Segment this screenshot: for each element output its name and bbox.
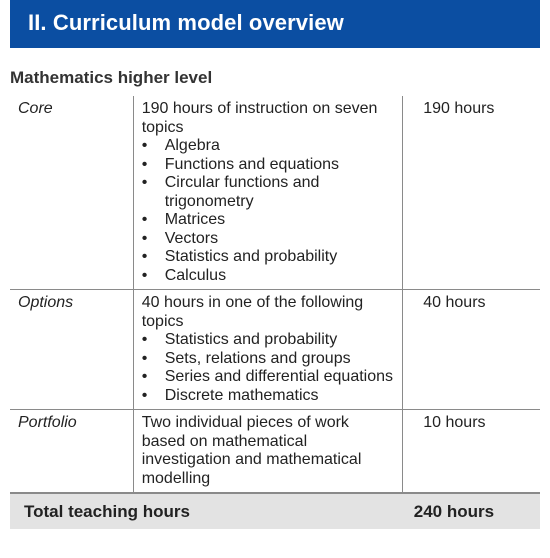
list-item: • Matrices: [141, 211, 226, 228]
component-description: [133, 290, 403, 410]
subject-title: Mathematics higher level: [10, 68, 213, 87]
bullet-icon: •: [141, 137, 148, 154]
section-title: II. Curriculum model overview: [28, 10, 344, 35]
bullet-icon: •: [141, 331, 148, 348]
list-item: • Statistics and probability: [141, 248, 338, 265]
bullet-icon: •: [141, 174, 148, 191]
total-label: Total teaching hours: [10, 493, 403, 529]
list-item: • Sets, relations and groups: [141, 349, 351, 367]
bullet-icon: •: [141, 368, 148, 385]
table-row-core: [10, 96, 540, 290]
total-hours: 240 hours: [403, 493, 540, 529]
topic-list: [142, 137, 395, 285]
curriculum-table: [10, 96, 540, 529]
component-label: Options: [10, 290, 133, 410]
topic-list: [142, 331, 395, 405]
table-row-options: [10, 290, 540, 410]
table-row-total: [10, 493, 540, 529]
hours-value: 190 hours: [423, 100, 495, 117]
bullet-icon: •: [141, 211, 148, 228]
component-label: Portfolio: [10, 410, 133, 494]
description-text: Two individual pieces of work based on mathematical investigation and mathematical modelling: [141, 414, 362, 487]
bullet-icon: •: [141, 266, 148, 284]
bullet-icon: •: [141, 349, 148, 367]
section-header: [10, 0, 540, 48]
description-text: 190 hours of instruction on seven topics: [141, 100, 378, 136]
list-item: • Discrete mathematics: [141, 386, 319, 404]
component-label: Core: [10, 96, 133, 290]
list-item: • Calculus: [141, 266, 227, 284]
description-text: 40 hours in one of the following topics: [141, 294, 364, 330]
bullet-icon: •: [141, 248, 148, 265]
hours-value: 10 hours: [403, 410, 540, 494]
hours-value: 40 hours: [403, 290, 540, 410]
list-item: • Circular functions and trigonometry: [141, 174, 320, 210]
table-row-portfolio: [10, 410, 540, 494]
component-description: [133, 96, 403, 290]
bullet-icon: •: [141, 229, 148, 247]
list-item: • Series and differential equations: [141, 368, 394, 385]
component-description: [133, 410, 403, 494]
bullet-icon: •: [141, 386, 148, 404]
list-item: • Statistics and probability: [141, 331, 338, 348]
list-item: • Vectors: [141, 229, 219, 247]
bullet-icon: •: [141, 155, 148, 173]
list-item: • Algebra: [141, 137, 220, 154]
list-item: • Functions and equations: [141, 155, 340, 173]
